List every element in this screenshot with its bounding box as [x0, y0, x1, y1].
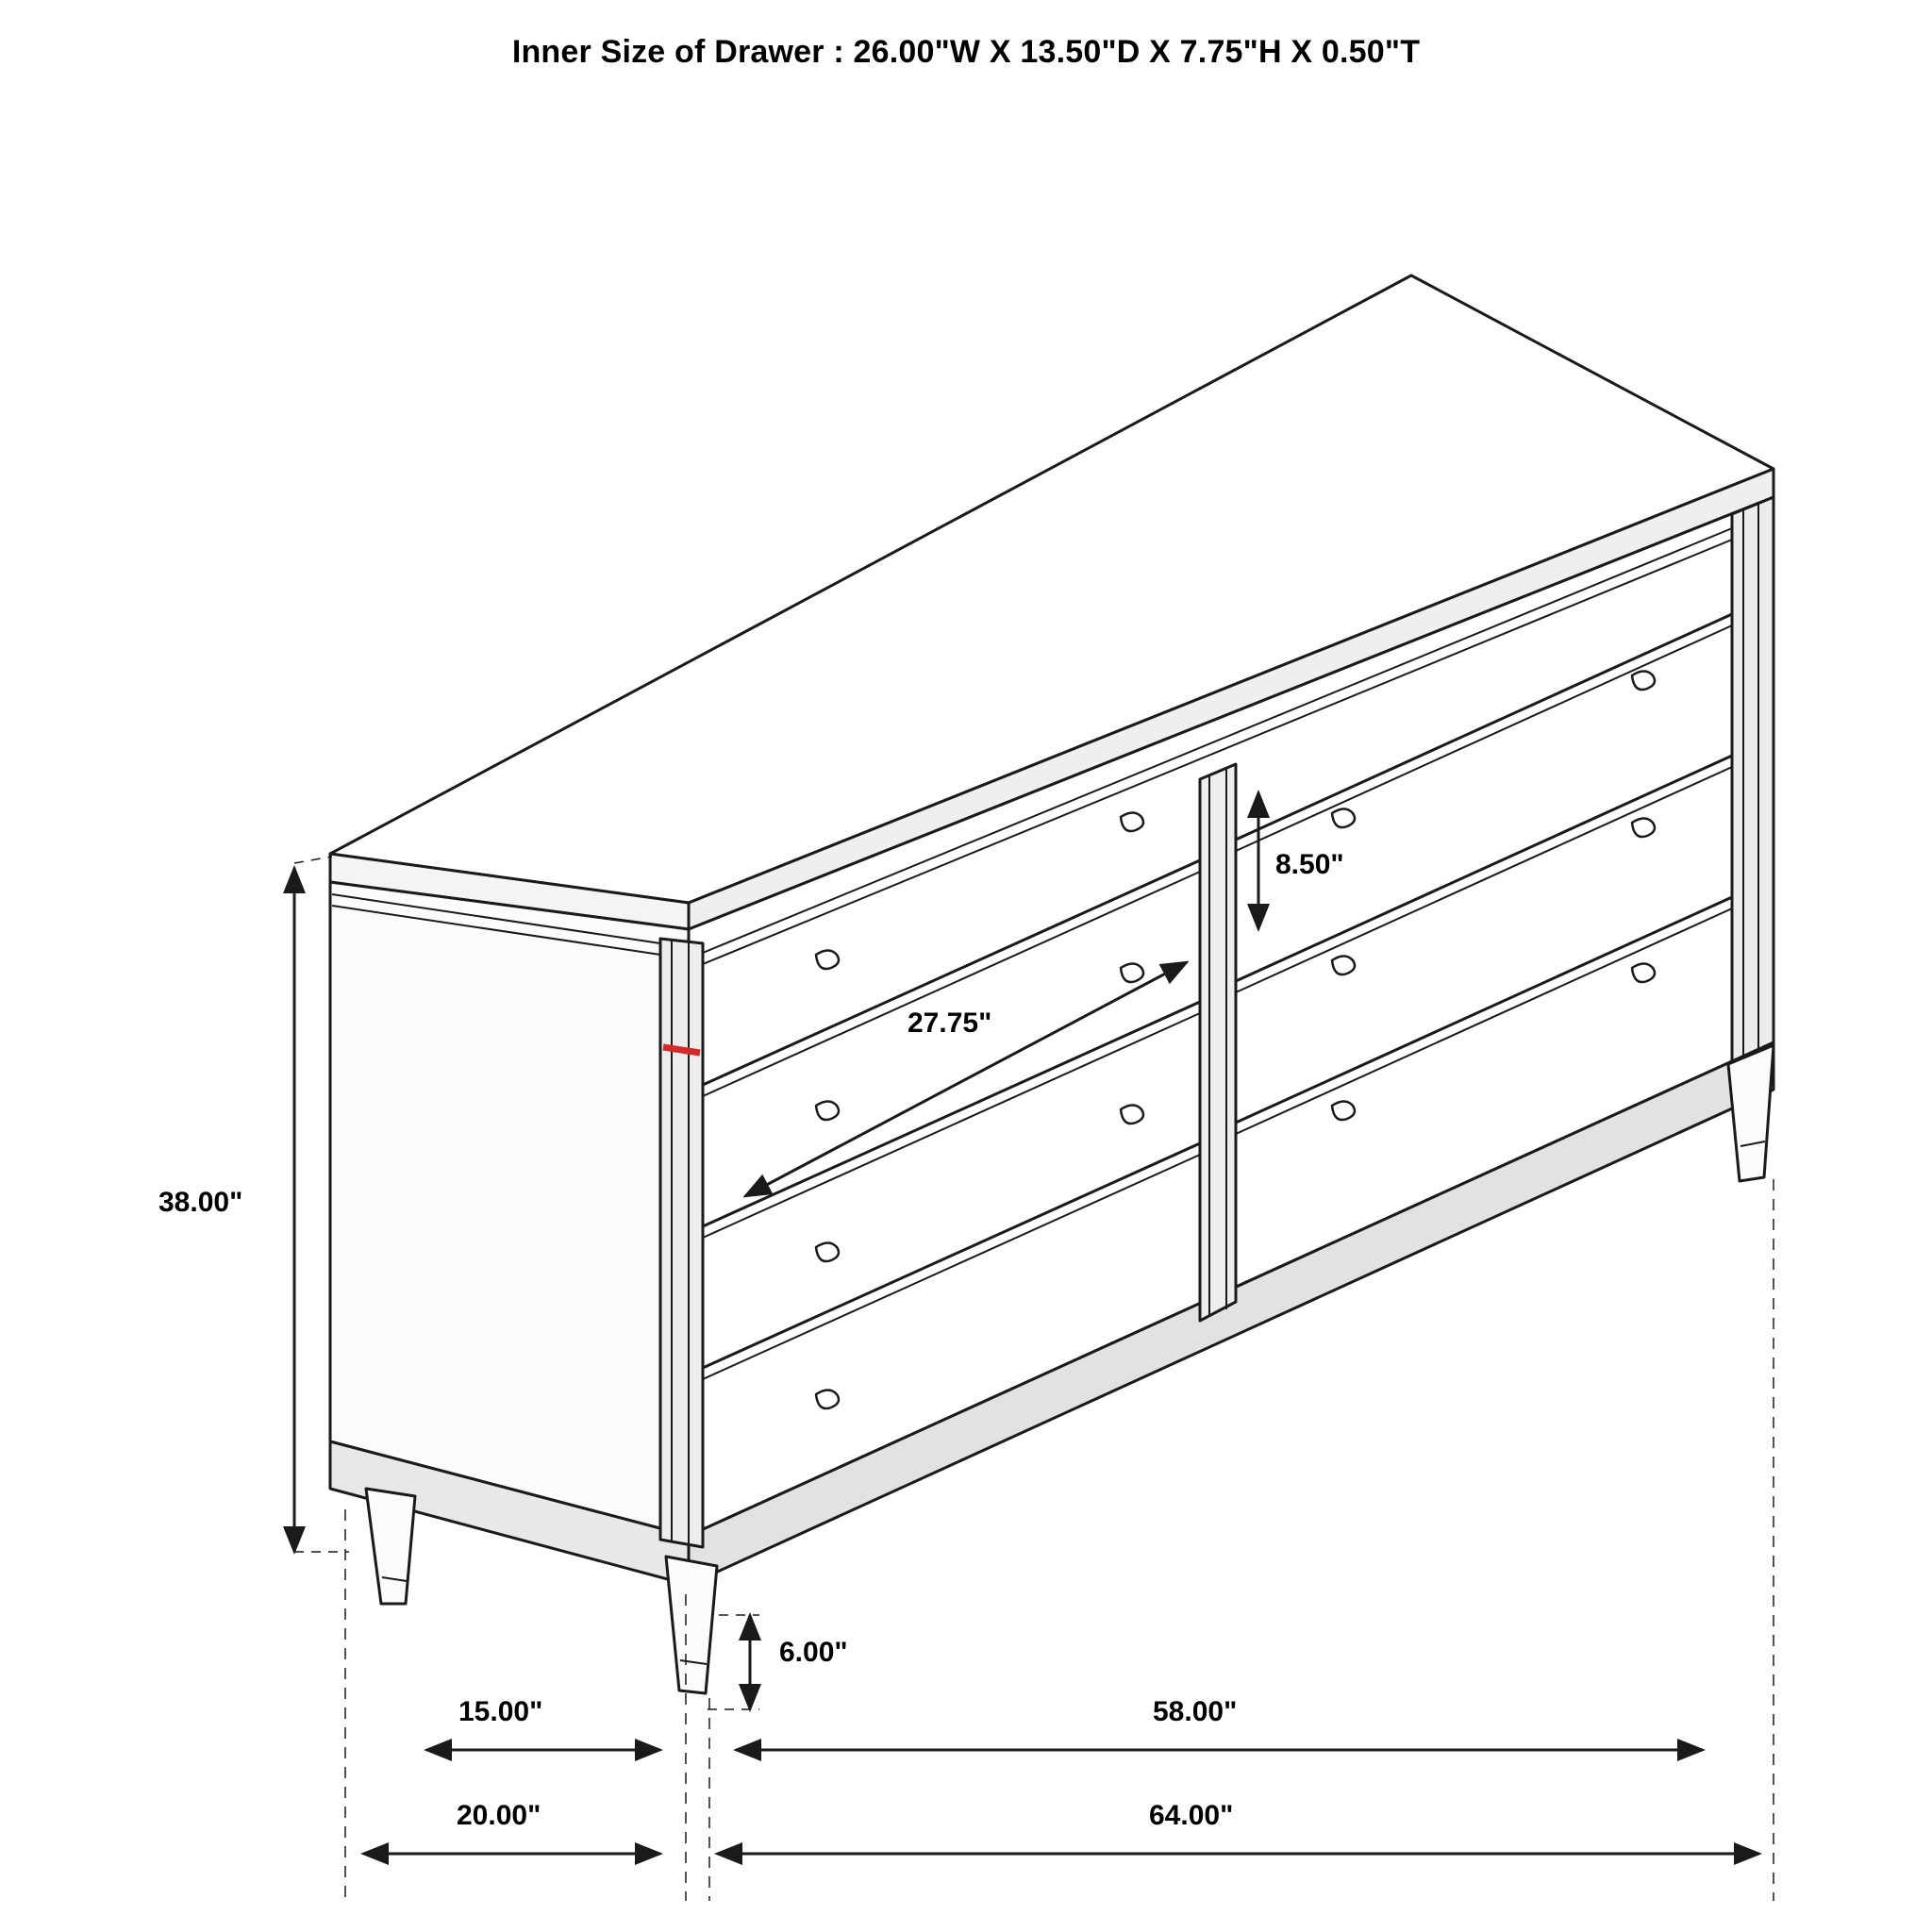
knob-icon — [816, 1243, 839, 1262]
dim-label-offset-20: 20.00" — [457, 1800, 541, 1831]
dim-label-drawer-height: 8.50" — [1275, 849, 1344, 880]
knob-icon — [1121, 1106, 1143, 1124]
dim-label-drawer-width: 27.75" — [908, 1008, 992, 1039]
dim-label-offset-15: 15.00" — [458, 1696, 543, 1727]
knob-icon — [816, 951, 839, 970]
leg-right-front — [1728, 1045, 1774, 1181]
knob-icon — [1121, 964, 1143, 983]
page-title: Inner Size of Drawer : 26.00"W X 13.50"D X 7.75"H X 0.50"T — [511, 34, 1421, 70]
knob-icon — [1632, 672, 1655, 691]
left-corner-post — [660, 939, 703, 1547]
center-stile — [1200, 764, 1236, 1321]
leg-left-rear — [366, 1489, 415, 1604]
right-corner-post — [1732, 497, 1774, 1061]
knob-icon — [1332, 957, 1355, 975]
knob-icon — [1632, 964, 1655, 983]
dresser-left-side-panel — [330, 882, 689, 1536]
leg-left-front — [666, 1557, 717, 1693]
ext-line-height-top — [294, 857, 332, 863]
knob-icon — [816, 1391, 839, 1409]
dim-label-height-38: 38.00" — [158, 1187, 243, 1218]
knob-icon — [1332, 809, 1355, 828]
knob-icon — [816, 1102, 839, 1121]
dim-label-leg-height: 6.00" — [779, 1637, 848, 1668]
dim-label-width-58: 58.00" — [1153, 1696, 1238, 1727]
knob-icon — [1632, 819, 1655, 838]
dim-label-width-64: 64.00" — [1149, 1800, 1234, 1831]
knob-icon — [1121, 813, 1143, 832]
dresser-body — [330, 275, 1774, 1693]
knob-icon — [1332, 1102, 1355, 1121]
